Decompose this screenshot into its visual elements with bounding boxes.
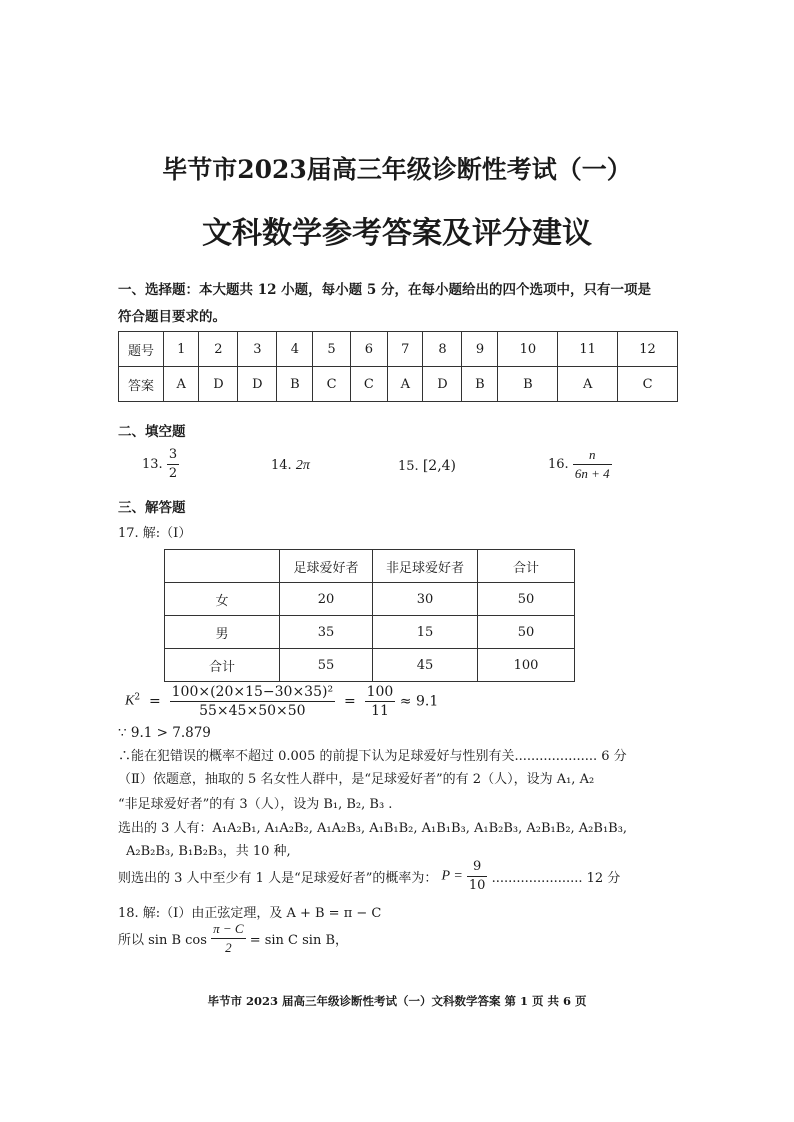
answer-14-value: 2π [295,458,310,473]
answer-cell: C [350,367,387,402]
answer-13-fraction [167,446,179,483]
question-number: 11 [558,332,618,367]
part2-line2: “非足球爱好者”的有 3（人），设为 B₁, B₂, B₃ . [118,797,393,812]
therefore-line: ∴能在犯错误的概率不超过 0.005 的前提下认为足球爱好与性别有关.................... 6 分 [118,749,627,764]
answer-cell: B [277,367,313,402]
answer-cell: B [498,367,558,402]
q18-line2-pre: 所以 sin B cos [118,933,207,948]
fraction-denominator: 2 [168,466,178,481]
choice-question-row [119,332,678,367]
table-cell: 男 [165,616,280,649]
table-header-row [165,550,575,583]
q18-line1: 18. 解:（Ⅰ）由正弦定理，及 A + B = π − C [118,906,382,921]
choice-answer-row [119,367,678,402]
probability-lhs: P = [441,868,463,884]
answer-cell: A [558,367,618,402]
fraction-denominator: 55×45×50×50 [199,703,306,719]
part2-line3: 选出的 3 人有：A₁A₂B₁, A₁A₂B₂, A₁A₂B₃, A₁B₁B₂, A₁B₁B₃, A₁B₂B₃, A₂B₁B₂, A₂B₁B₃, [118,821,628,836]
table-cell: 100 [478,649,575,682]
table-cell: 20 [280,583,373,616]
probability-score: ...................... 12 分 [491,871,621,886]
section1-heading-line2: 符合题目要求的。 [118,309,226,325]
q18-fraction [211,920,245,957]
choice-answer-table [118,331,678,402]
answer-cell: A [388,367,423,402]
fraction-numerator: π − C [211,920,245,939]
question-number: 7 [388,332,423,367]
question-number: 5 [313,332,350,367]
document-subtitle: 文科数学参考答案及评分建议 [202,216,592,251]
row-label-answer: 答案 [119,367,164,402]
q17-intro: 17. 解:（Ⅰ） [118,526,192,541]
table-header-cell [165,550,280,583]
answer-cell: D [199,367,238,402]
answer-cell: C [313,367,350,402]
k-symbol: K [125,693,135,709]
answer-14 [271,458,310,474]
section3-heading: 三、解答题 [118,500,186,516]
question-number: 3 [238,332,277,367]
section2-heading: 二、填空题 [118,424,186,440]
answer-14-label: 14. [271,458,292,473]
probability-fraction [467,858,488,895]
table-row [165,649,575,682]
fraction-denominator: 11 [371,703,389,719]
k-squared-formula: $K^2$ = $\frac{\text{100×(20×15−30×35)²}}{55\times 45\times 50\times 50}$ = $\frac{100}{11}$ ≈ 9.1 [125,684,439,719]
table-header-cell: 合计 [478,550,575,583]
answer-cell: B [462,367,498,402]
fraction-denominator: 2 [225,940,232,955]
row-label-question: 题号 [119,332,164,367]
answer-13 [142,446,179,483]
table-cell: 30 [373,583,478,616]
part2-line4: A₂B₂B₃, B₁B₂B₃，共 10 种, [126,844,291,859]
answer-13-label: 13. [142,457,163,472]
answer-cell: D [423,367,462,402]
answer-16 [548,446,612,483]
page-footer: 毕节市 2023 届高三年级诊断性考试（一）文科数学答案 第 1 页 共 6 页 [207,994,587,1008]
fraction-numerator: n [573,446,612,465]
fraction-numerator: 3 [167,446,179,465]
table-cell: 55 [280,649,373,682]
fraction-numerator: 100×(20×15−30×35)² [171,684,334,700]
question-number: 8 [423,332,462,367]
q18-line2-post: = sin C sin B， [249,933,349,948]
question-number: 9 [462,332,498,367]
question-number: 4 [277,332,313,367]
k-squared-fraction [170,683,335,720]
table-cell: 35 [280,616,373,649]
question-number: 10 [498,332,558,367]
contingency-table [164,549,575,682]
table-cell: 50 [478,583,575,616]
table-cell: 50 [478,616,575,649]
answer-15-label: 15. [398,459,419,474]
answer-16-label: 16. [548,457,569,472]
answer-15 [398,458,456,474]
question-number: 2 [199,332,238,367]
table-header-cell: 足球爱好者 [280,550,373,583]
table-cell: 女 [165,583,280,616]
answer-16-fraction [573,446,612,483]
q18-line2 [118,920,348,957]
table-header-cell: 非足球爱好者 [373,550,478,583]
part2-line1: （Ⅱ）依题意，抽取的 5 名女性人群中，是“足球爱好者”的有 2（人），设为 A₁, A₂ [118,772,595,787]
question-number: 12 [618,332,678,367]
table-cell: 15 [373,616,478,649]
table-cell: 45 [373,649,478,682]
answer-cell: C [618,367,678,402]
fraction-denominator: 6n + 4 [574,466,610,481]
answer-cell: D [238,367,277,402]
k-squared-result-fraction [365,683,396,720]
table-row [165,616,575,649]
question-number: 1 [164,332,199,367]
probability-text: 则选出的 3 人中至少有 1 人是“足球爱好者”的概率为： [118,871,438,886]
probability-line [118,858,620,895]
table-cell: 合计 [165,649,280,682]
question-number: 6 [350,332,387,367]
table-row [165,583,575,616]
fraction-numerator: 100 [366,684,394,700]
fraction-numerator: 9 [467,858,488,877]
answer-15-value: [2,4) [422,458,457,474]
fraction-denominator: 10 [468,878,486,893]
k-squared-approx: ≈ 9.1 [399,693,439,710]
document-title: 毕节市2023届高三年级诊断性考试（一） [162,155,632,184]
answer-cell: A [164,367,199,402]
because-line: ∵ 9.1 > 7.879 [118,725,211,741]
section1-heading-line1: 一、选择题：本大题共 12 小题，每小题 5 分，在每小题给出的四个选项中，只有一项是 [118,282,651,298]
